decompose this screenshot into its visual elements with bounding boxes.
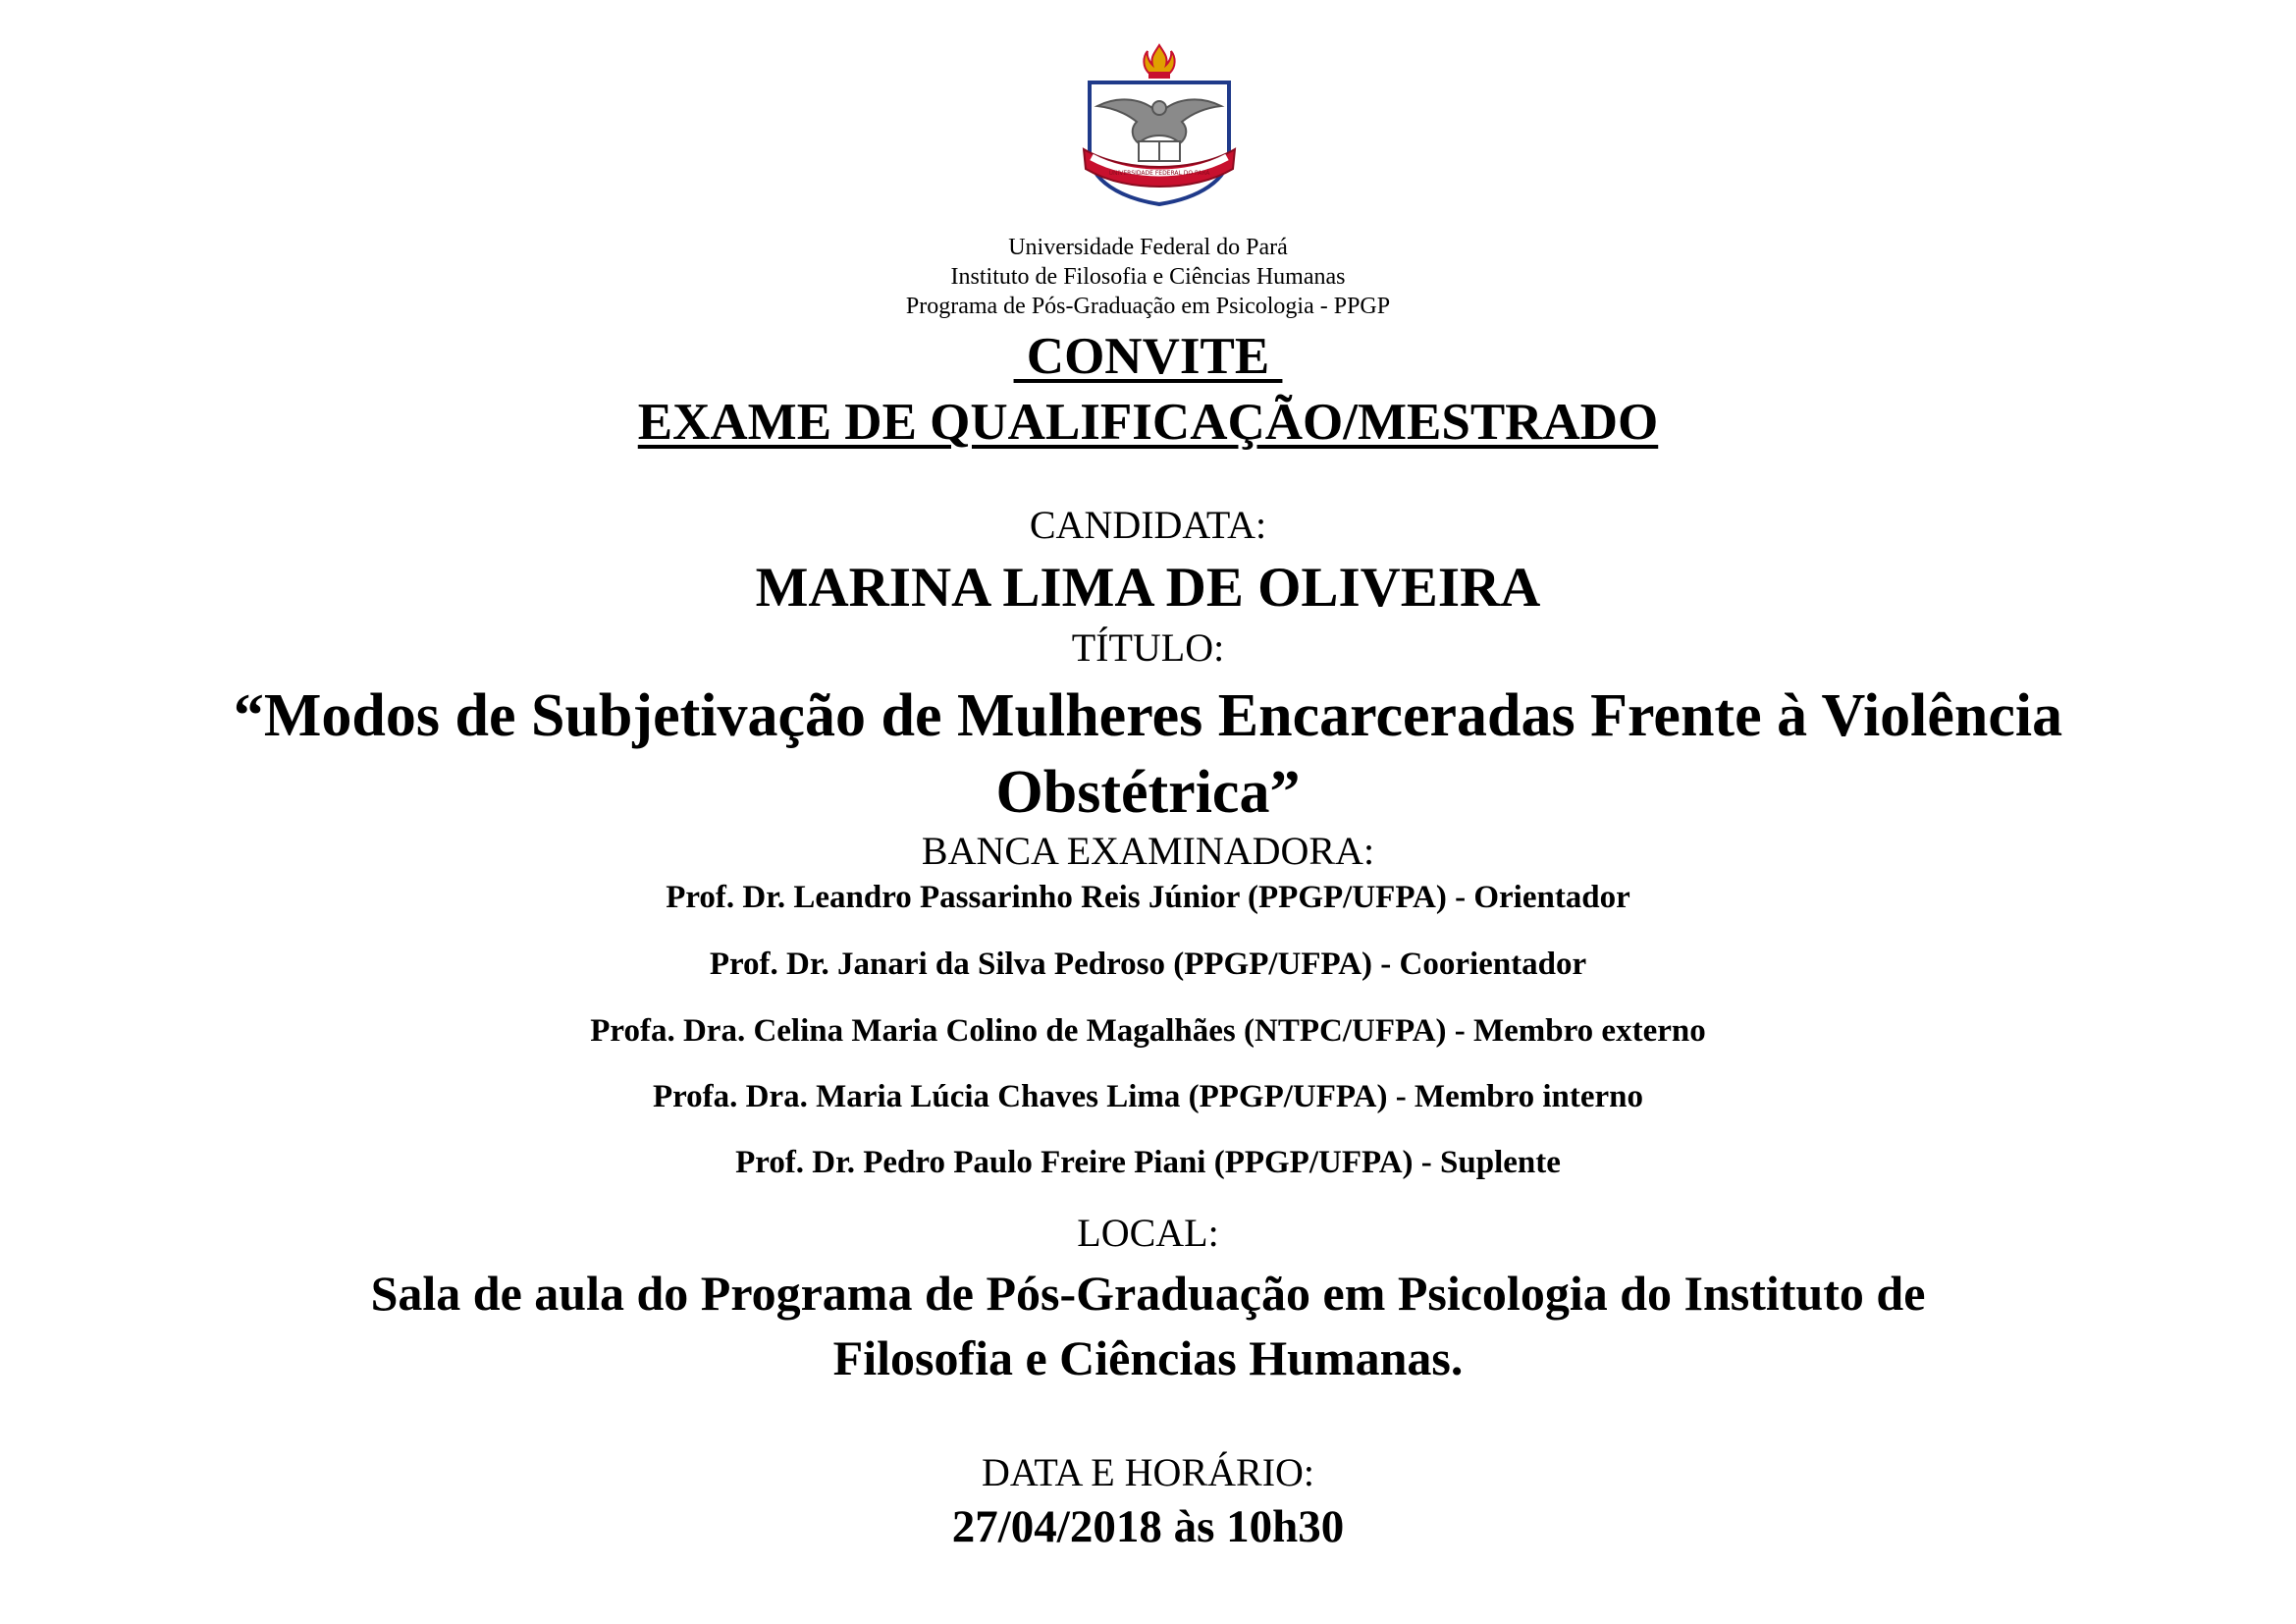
board-member: Prof. Dr. Janari da Silva Pedroso (PPGP/UFPA) - Coorientador [709, 947, 1587, 982]
schedule-label: DATA E HORÁRIO: [981, 1450, 1315, 1494]
candidate-name: MARINA LIMA DE OLIVEIRA [755, 557, 1541, 619]
candidate-label: CANDIDATA: [1029, 503, 1267, 547]
thesis-title-line-1: “Modos de Subjetivação de Mulheres Encarceradas Frente à Violência [233, 682, 2063, 749]
program-name: Programa de Pós-Graduação em Psicologia - PPGP [905, 294, 1391, 319]
exam-title: EXAME DE QUALIFICAÇÃO/MESTRADO [637, 394, 1659, 451]
board-member: Profa. Dra. Celina Maria Colino de Magalhães (NTPC/UFPA) - Membro externo [590, 1013, 1706, 1049]
board-label: BANCA EXAMINADORA: [921, 829, 1375, 873]
institute-name: Instituto de Filosofia e Ciências Humanas [950, 264, 1346, 290]
invitation-title: CONVITE [1013, 328, 1283, 385]
board-member: Profa. Dra. Maria Lúcia Chaves Lima (PPGP/UFPA) - Membro interno [652, 1079, 1644, 1114]
university-name: Universidade Federal do Pará [1008, 235, 1288, 260]
location-line-1: Sala de aula do Programa de Pós-Graduação em Psicologia do Instituto de [370, 1266, 1926, 1321]
board-member: Prof. Dr. Pedro Paulo Freire Piani (PPGP/UFPA) - Suplente [735, 1145, 1561, 1180]
board-member: Prof. Dr. Leandro Passarinho Reis Júnior (PPGP/UFPA) - Orientador [666, 880, 1630, 915]
svg-text:UNIVERSIDADE FEDERAL DO PARÁ: UNIVERSIDADE FEDERAL DO PARÁ [1108, 170, 1210, 177]
ufpa-crest-icon [1078, 43, 1241, 210]
location-line-2: Filosofia e Ciências Humanas. [832, 1330, 1464, 1385]
schedule-value: 27/04/2018 às 10h30 [951, 1501, 1345, 1552]
thesis-label: TÍTULO: [1071, 625, 1225, 670]
thesis-title-line-2: Obstétrica” [995, 759, 1301, 826]
location-label: LOCAL: [1077, 1211, 1219, 1255]
